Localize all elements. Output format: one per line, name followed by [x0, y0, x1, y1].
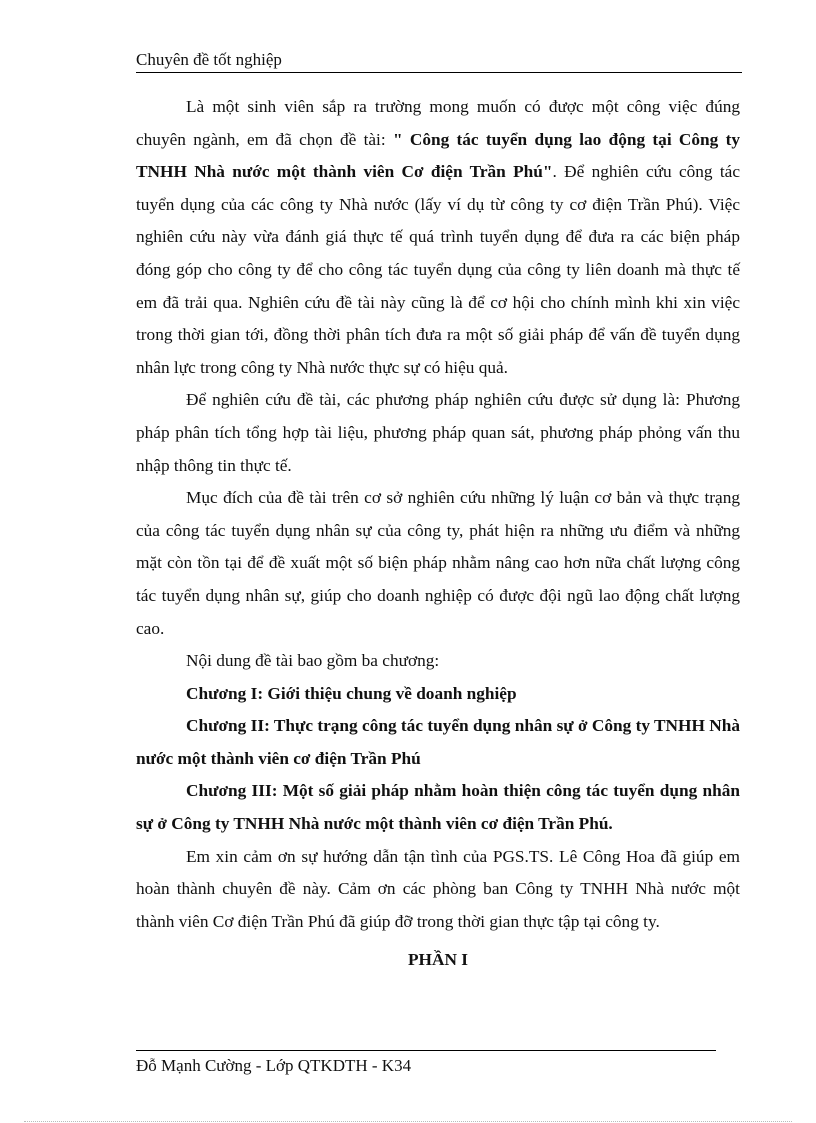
- chapter-3: Chương III: Một số giải pháp nhằm hoàn thiện công tác tuyển dụng nhân sự ở Công ty TNHH Nhà nước một thành viên cơ điện Trần Phú.: [136, 781, 740, 834]
- page-edge-divider: [24, 1121, 792, 1122]
- topic-title: " Công tác tuyển dụng lao động tại Công ty TNHH Nhà nước một thành viên Cơ điện Trần Phú": [136, 129, 740, 182]
- header-title: Chuyên đề tốt nghiệp: [136, 50, 282, 69]
- footer-author: Đỗ Mạnh Cường - Lớp QTKDTH - K34: [136, 1056, 412, 1075]
- intro-rest: . Để nghiên cứu công tác tuyển dụng của các công ty Nhà nước (lấy ví dụ từ công ty cơ điện Trần Phú). Việc nghiên cứu này vừa đánh giá thực tế quá trình tuyển dụng để đưa ra các biện pháp đóng góp cho công ty để cho công tác tuyển dụng của công ty liên doanh mà thực tế em đã trải qua. Nghiên cứu đề tài này cũng là để cơ hội cho chính mình khi xin việc trong thời gian tới, đồng thời phân tích đưa ra một số giải pháp để vấn đề tuyển dụng nhân lực trong công ty Nhà nước thực sự có hiệu quả.: [136, 162, 740, 377]
- intro-paragraph: [136, 91, 740, 384]
- purpose-paragraph: Mục đích của đề tài trên cơ sở nghiên cứu những lý luận cơ bản và thực trạng của công tác tuyển dụng nhân sự của công ty, phát hiện ra những ưu điểm và những mặt còn tồn tại để đề xuất một số biện pháp nhằm nâng cao hơn nữa chất lượng công tác tuyển dụng nhân sự, giúp cho doanh nghiệp có được đội ngũ lao động chất lượng cao.: [136, 488, 740, 638]
- chapter-1: Chương I: Giới thiệu chung về doanh nghiệp: [186, 683, 517, 703]
- page-footer: [136, 1050, 716, 1077]
- intro-lead: Là một sinh viên sắp ra trường mong muốn có được một công việc đúng chuyên ngành, em đã chọn đề tài:: [136, 97, 740, 149]
- thanks-paragraph: Em xin cảm ơn sự hướng dẫn tận tình của PGS.TS. Lê Công Hoa đã giúp em hoàn thành chuyên đề này. Cảm ơn các phòng ban Công ty TNHH Nhà nước một thành viên Cơ điện Trần Phú đã giúp đỡ trong thời gian thực tập tại công ty.: [136, 846, 740, 931]
- contents-intro: Nội dung đề tài bao gồm ba chương:: [186, 651, 440, 671]
- chapter-2: Chương II: Thực trạng công tác tuyển dụng nhân sự ở Công ty TNHH Nhà nước một thành viên cơ điện Trần Phú: [136, 716, 740, 768]
- document-body: [136, 91, 740, 977]
- page-header: [136, 50, 742, 73]
- section-heading: PHẦN I: [407, 950, 468, 970]
- methods-paragraph: Để nghiên cứu đề tài, các phương pháp nghiên cứu được sử dụng là: Phương pháp phân tích tổng hợp tài liệu, phương pháp quan sát, phương pháp phỏng vấn thu nhập thông tin thực tế.: [136, 390, 740, 475]
